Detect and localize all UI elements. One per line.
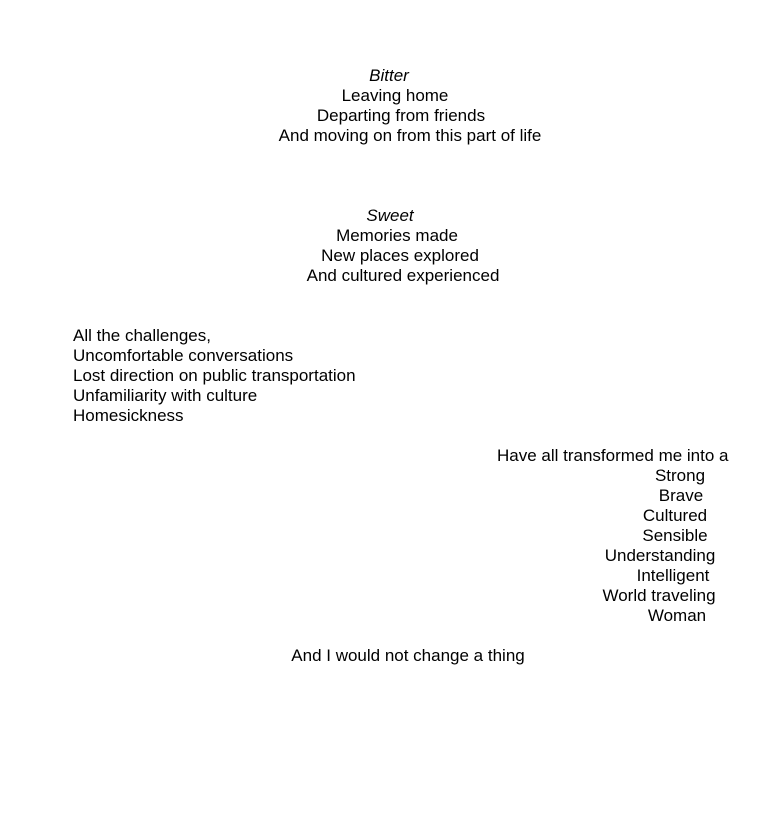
poem-line: Homesickness (73, 406, 184, 425)
quality-word: Cultured (642, 506, 708, 525)
poem-line: New places explored (321, 246, 479, 265)
stanza-heading-bitter: Bitter (369, 66, 409, 85)
quality-word: Strong (654, 466, 706, 485)
poem-line: And cultured experienced (306, 266, 500, 285)
poem-line: Leaving home (341, 86, 449, 105)
poem-line: Memories made (336, 226, 458, 245)
quality-word: Brave (658, 486, 704, 505)
quality-word: Woman (647, 606, 707, 625)
poem-line: Unfamiliarity with culture (73, 386, 258, 405)
quality-word: Understanding (604, 546, 716, 565)
poem-line: Uncomfortable conversations (73, 346, 294, 365)
quality-word: World traveling (602, 586, 716, 605)
poem-line: And moving on from this part of life (278, 126, 542, 145)
poem-line: Departing from friends (316, 106, 486, 125)
quality-word: Sensible (642, 526, 708, 545)
stanza-heading-sweet: Sweet (366, 206, 414, 225)
quality-word: Intelligent (636, 566, 710, 585)
poem-line-intro: Have all transformed me into a (497, 446, 729, 465)
poem-line: All the challenges, (73, 326, 211, 345)
poem-closing-line: And I would not change a thing (291, 646, 525, 665)
poem-line: Lost direction on public transportation (73, 366, 356, 385)
